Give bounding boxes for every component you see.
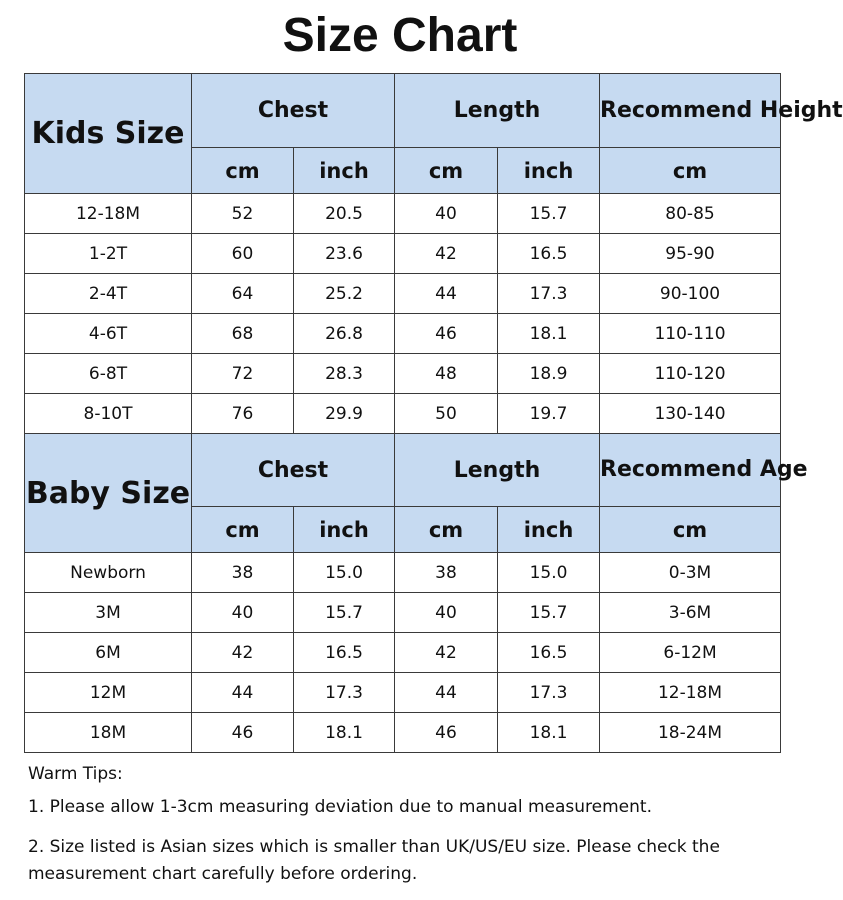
kids-table-row	[25, 354, 781, 394]
kids-cell-length-cm: 42	[395, 234, 498, 274]
kids-table-row	[25, 234, 781, 274]
baby-unit-age-cm: cm	[600, 507, 781, 553]
kids-cell-recommend: 110-110	[600, 314, 781, 354]
kids-cell-chest-inch: 26.8	[294, 314, 395, 354]
kids-unit-height-cm: cm	[600, 148, 781, 194]
kids-cell-size: 12-18M	[25, 194, 192, 234]
kids-cell-chest-inch: 29.9	[294, 394, 395, 434]
kids-table-row	[25, 314, 781, 354]
baby-cell-length-cm: 46	[395, 713, 498, 753]
kids-cell-length-inch: 18.9	[498, 354, 600, 394]
baby-unit-chest-cm: cm	[192, 507, 294, 553]
baby-table-row	[25, 553, 781, 593]
kids-cell-length-cm: 50	[395, 394, 498, 434]
baby-table-row	[25, 713, 781, 753]
kids-cell-length-inch: 18.1	[498, 314, 600, 354]
baby-cell-recommend: 6-12M	[600, 633, 781, 673]
baby-recommend-age-header: Recommend Age	[600, 434, 781, 507]
baby-cell-recommend: 3-6M	[600, 593, 781, 633]
kids-cell-length-inch: 19.7	[498, 394, 600, 434]
baby-cell-size: 6M	[25, 633, 192, 673]
kids-cell-recommend: 130-140	[600, 394, 781, 434]
kids-cell-chest-inch: 25.2	[294, 274, 395, 314]
baby-cell-chest-inch: 16.5	[294, 633, 395, 673]
baby-cell-chest-cm: 38	[192, 553, 294, 593]
baby-size-table	[24, 433, 808, 753]
baby-unit-length-inch: inch	[498, 507, 600, 553]
baby-cell-size: 18M	[25, 713, 192, 753]
kids-cell-size: 4-6T	[25, 314, 192, 354]
baby-cell-length-inch: 16.5	[498, 633, 600, 673]
baby-cell-length-cm: 44	[395, 673, 498, 713]
kids-cell-size: 2-4T	[25, 274, 192, 314]
kids-cell-chest-inch: 20.5	[294, 194, 395, 234]
baby-cell-chest-cm: 46	[192, 713, 294, 753]
baby-cell-chest-inch: 18.1	[294, 713, 395, 753]
baby-cell-length-cm: 40	[395, 593, 498, 633]
kids-unit-chest-inch: inch	[294, 148, 395, 194]
baby-cell-size: 12M	[25, 673, 192, 713]
kids-cell-chest-cm: 68	[192, 314, 294, 354]
kids-recommend-height-header: Recommend Height	[600, 74, 781, 148]
kids-cell-chest-inch: 23.6	[294, 234, 395, 274]
kids-unit-length-inch: inch	[498, 148, 600, 194]
kids-unit-chest-cm: cm	[192, 148, 294, 194]
kids-table-row	[25, 394, 781, 434]
kids-cell-length-inch: 16.5	[498, 234, 600, 274]
baby-cell-length-inch: 18.1	[498, 713, 600, 753]
kids-cell-recommend: 80-85	[600, 194, 781, 234]
warm-tips-heading: Warm Tips:	[28, 764, 123, 784]
baby-cell-chest-cm: 40	[192, 593, 294, 633]
baby-table-row	[25, 593, 781, 633]
baby-unit-length-cm: cm	[395, 507, 498, 553]
baby-cell-recommend: 0-3M	[600, 553, 781, 593]
warm-tip-1: 1. Please allow 1-3cm measuring deviation due to manual measurement.	[28, 797, 652, 817]
kids-table-row	[25, 274, 781, 314]
kids-cell-recommend: 95-90	[600, 234, 781, 274]
baby-table-row	[25, 673, 781, 713]
baby-cell-chest-inch: 15.7	[294, 593, 395, 633]
baby-chest-header: Chest	[192, 434, 395, 507]
baby-cell-size: Newborn	[25, 553, 192, 593]
kids-cell-size: 6-8T	[25, 354, 192, 394]
warm-tip-2: 2. Size listed is Asian sizes which is smaller than UK/US/EU size. Please check the measurement chart carefully before ordering.	[28, 837, 720, 884]
kids-cell-chest-cm: 72	[192, 354, 294, 394]
page-title: Size Chart	[282, 9, 518, 62]
kids-cell-recommend: 90-100	[600, 274, 781, 314]
kids-cell-length-inch: 17.3	[498, 274, 600, 314]
kids-chest-header: Chest	[192, 74, 395, 148]
kids-cell-size: 1-2T	[25, 234, 192, 274]
baby-cell-chest-inch: 17.3	[294, 673, 395, 713]
kids-cell-length-cm: 40	[395, 194, 498, 234]
baby-cell-size: 3M	[25, 593, 192, 633]
baby-length-header: Length	[395, 434, 600, 507]
baby-unit-chest-inch: inch	[294, 507, 395, 553]
kids-cell-recommend: 110-120	[600, 354, 781, 394]
kids-cell-chest-cm: 60	[192, 234, 294, 274]
kids-cell-size: 8-10T	[25, 394, 192, 434]
baby-cell-chest-cm: 42	[192, 633, 294, 673]
baby-cell-length-inch: 15.0	[498, 553, 600, 593]
kids-cell-length-cm: 48	[395, 354, 498, 394]
kids-cell-length-cm: 44	[395, 274, 498, 314]
baby-cell-chest-cm: 44	[192, 673, 294, 713]
baby-cell-length-cm: 42	[395, 633, 498, 673]
kids-cell-length-cm: 46	[395, 314, 498, 354]
baby-cell-recommend: 18-24M	[600, 713, 781, 753]
baby-cell-length-inch: 15.7	[498, 593, 600, 633]
kids-cell-chest-cm: 64	[192, 274, 294, 314]
kids-length-header: Length	[395, 74, 600, 148]
kids-table-row	[25, 194, 781, 234]
kids-cell-chest-inch: 28.3	[294, 354, 395, 394]
baby-cell-length-inch: 17.3	[498, 673, 600, 713]
baby-cell-length-cm: 38	[395, 553, 498, 593]
baby-table-row	[25, 633, 781, 673]
kids-unit-length-cm: cm	[395, 148, 498, 194]
baby-cell-chest-inch: 15.0	[294, 553, 395, 593]
kids-size-header: Kids Size	[25, 74, 192, 194]
baby-cell-recommend: 12-18M	[600, 673, 781, 713]
kids-cell-length-inch: 15.7	[498, 194, 600, 234]
kids-cell-chest-cm: 52	[192, 194, 294, 234]
kids-size-table	[24, 73, 843, 434]
kids-cell-chest-cm: 76	[192, 394, 294, 434]
baby-size-header: Baby Size	[25, 434, 192, 553]
